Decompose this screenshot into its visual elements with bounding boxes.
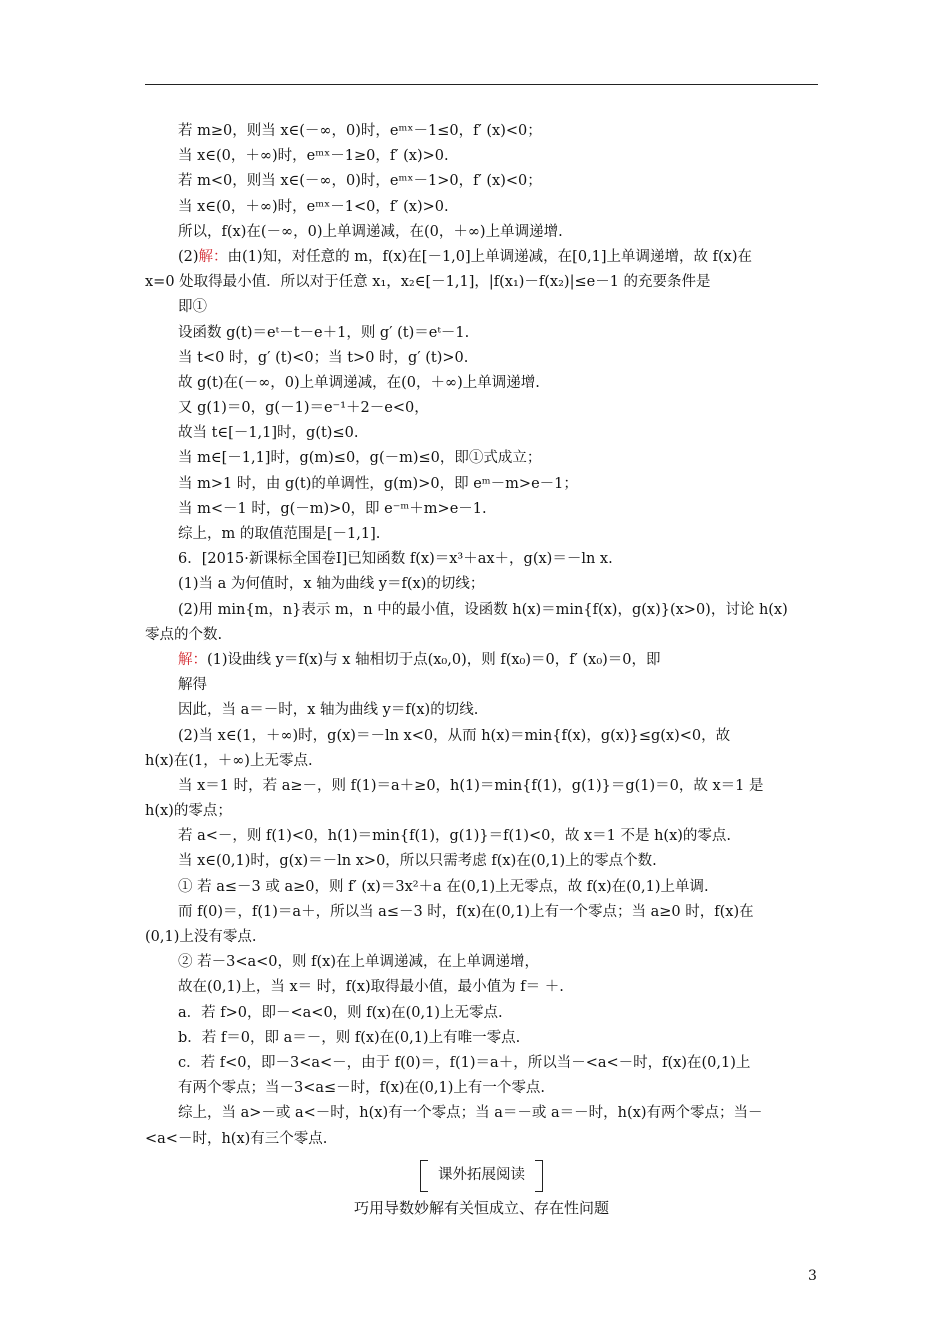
text-line: 当 x∈(0,1)时，g(x)＝－ln x>0，所以只需考虑 f(x)在(0,1)上的零点个数. (178, 853, 657, 870)
text-line: 即① (178, 299, 207, 316)
left-bracket (420, 1160, 428, 1192)
text-line: 因此，当 a＝－时，x 轴为曲线 y＝f(x)的切线. (178, 702, 479, 719)
text-line: c．若 f<0，即－3<a<－，由于 f(0)＝，f(1)＝a＋，所以当－<a<－时，f(x)在(0,1)上 (178, 1054, 751, 1071)
text-line (145, 245, 818, 270)
section-box-frame (426, 1160, 537, 1190)
text-line: 当 x∈(0，＋∞)时，eᵐˣ－1≥0，f′ (x)>0. (178, 148, 449, 165)
text-line: 设函数 g(t)＝eᵗ－t－e＋1，则 g′ (t)＝eᵗ－1. (178, 324, 470, 341)
page-number: 3 (808, 1268, 817, 1284)
text-line: 又 g(1)＝0，g(－1)＝e⁻¹＋2－e<0， (178, 400, 429, 417)
text-line: (1)当 a 为何值时，x 轴为曲线 y＝f(x)的切线； (178, 576, 485, 593)
section-box-title: 课外拓展阅读 (438, 1166, 525, 1183)
text-line: a．若 f>0，即－<a<0，则 f(x)在(0,1)上无零点. (178, 1004, 503, 1021)
text-line: 若 a<－，则 f(1)<0，h(1)＝min{f(1)，g(1)}＝f(1)<0，故 x＝1 不是 h(x)的零点. (178, 828, 732, 845)
text-line: 综上，当 a>－或 a<－时，h(x)有一个零点；当 a＝－或 a＝－时，h(x)有两个零点；当－ (178, 1105, 763, 1122)
text-line: 综上，m 的取值范围是[－1,1]. (178, 526, 381, 542)
text-segment: (2) (178, 248, 199, 265)
text-line: (2)用 min{m，n}表示 m，n 中的最小值，设函数 h(x)＝min{f(x)，g(x)}(x>0)，讨论 h(x) (178, 601, 788, 618)
text-line: h(x)的零点； (145, 803, 232, 820)
solution-label: 解： (198, 248, 228, 265)
text-line: 解得 (178, 677, 207, 694)
text-line: h(x)在(1，＋∞)上无零点. (145, 752, 313, 769)
text-line: (0,1)上没有零点. (145, 929, 257, 945)
text-line: <a<－时，h(x)有三个零点. (145, 1130, 328, 1147)
text-line: b．若 f＝0，即 a＝－，则 f(x)在(0,1)上有唯一零点. (178, 1029, 521, 1046)
solution-label: 解： (178, 651, 207, 668)
text-line: 当 m∈[－1,1]时，g(m)≤0，g(－m)≤0，即①式成立； (178, 450, 542, 467)
text-line: 若 m≥0，则当 x∈(－∞，0)时，eᵐˣ－1≤0，f′ (x)<0； (178, 123, 542, 139)
section-subtitle: 巧用导数妙解有关恒成立、存在性问题 (353, 1198, 609, 1217)
text-line: 零点的个数. (145, 626, 223, 643)
header-rule (145, 84, 818, 85)
text-segment: (1)设曲线 y＝f(x)与 x 轴相切于点(x₀,0)，则 f(x₀)＝0，f′ (x₀)＝0，即 (207, 651, 661, 668)
text-line: 当 m<－1 时，g(－m)>0，即 e⁻ᵐ＋m>e－1. (178, 500, 487, 517)
text-line: 当 m>1 时，由 g(t)的单调性，g(m)>0，即 eᵐ－m>e－1； (178, 475, 578, 492)
text-line: 故 g(t)在(－∞，0)上单调递减，在(0，＋∞)上单调递增. (178, 374, 540, 391)
text-line: x=0 处取得最小值．所以对于任意 x₁，x₂∈[－1,1]，|f(x₁)－f(x₂)|≤e－1 的充要条件是 (145, 274, 711, 291)
text-line: 当 t<0 时，g′ (t)<0；当 t>0 时，g′ (t)>0. (178, 349, 469, 366)
text-line: 故当 t∈[－1,1]时，g(t)≤0. (178, 425, 359, 442)
text-line (145, 648, 818, 673)
text-line: 若 m<0，则当 x∈(－∞，0)时，eᵐˣ－1>0，f′ (x)<0； (178, 173, 542, 190)
text-line: 所以，f(x)在(－∞，0)上单调递减，在(0，＋∞)上单调递增. (178, 223, 563, 240)
text-line: ① 若 a≤－3 或 a≥0，则 f′ (x)＝3x²＋a 在(0,1)上无零点，故 f(x)在(0,1)上单调. (178, 878, 709, 895)
text-line: 而 f(0)＝，f(1)＝a＋，所以当 a≤－3 时，f(x)在(0,1)上有一个零点；当 a≥0 时，f(x)在 (178, 903, 754, 920)
text-line: 故在(0,1)上，当 x＝ 时，f(x)取得最小值，最小值为 f＝ ＋. (178, 979, 564, 996)
text-line: 6．[2015·新课标全国卷Ⅰ]已知函数 f(x)＝x³＋ax＋，g(x)＝－ln x. (178, 551, 613, 568)
text-line: 当 x∈(0，＋∞)时，eᵐˣ－1<0，f′ (x)>0. (178, 198, 449, 215)
text-line: (2)当 x∈(1，＋∞)时，g(x)＝－ln x<0，从而 h(x)＝min{f(x)，g(x)}≤g(x)<0，故 (178, 727, 731, 744)
document-body (145, 119, 818, 1221)
right-bracket (535, 1160, 543, 1192)
text-segment: 由(1)知，对任意的 m，f(x)在[－1,0]上单调递减，在[0,1]上单调递增，故 f(x)在 (227, 248, 753, 265)
text-line: 有两个零点；当－3<a≤－时，f(x)在(0,1)上有一个零点. (178, 1080, 546, 1097)
text-line: 当 x＝1 时，若 a≥－，则 f(1)＝a＋≥0，h(1)＝min{f(1)，g(1)}＝g(1)＝0，故 x＝1 是 (178, 777, 764, 794)
text-line: ② 若－3<a<0，则 f(x)在上单调递减，在上单调递增， (178, 954, 539, 971)
section-box (145, 1160, 818, 1190)
